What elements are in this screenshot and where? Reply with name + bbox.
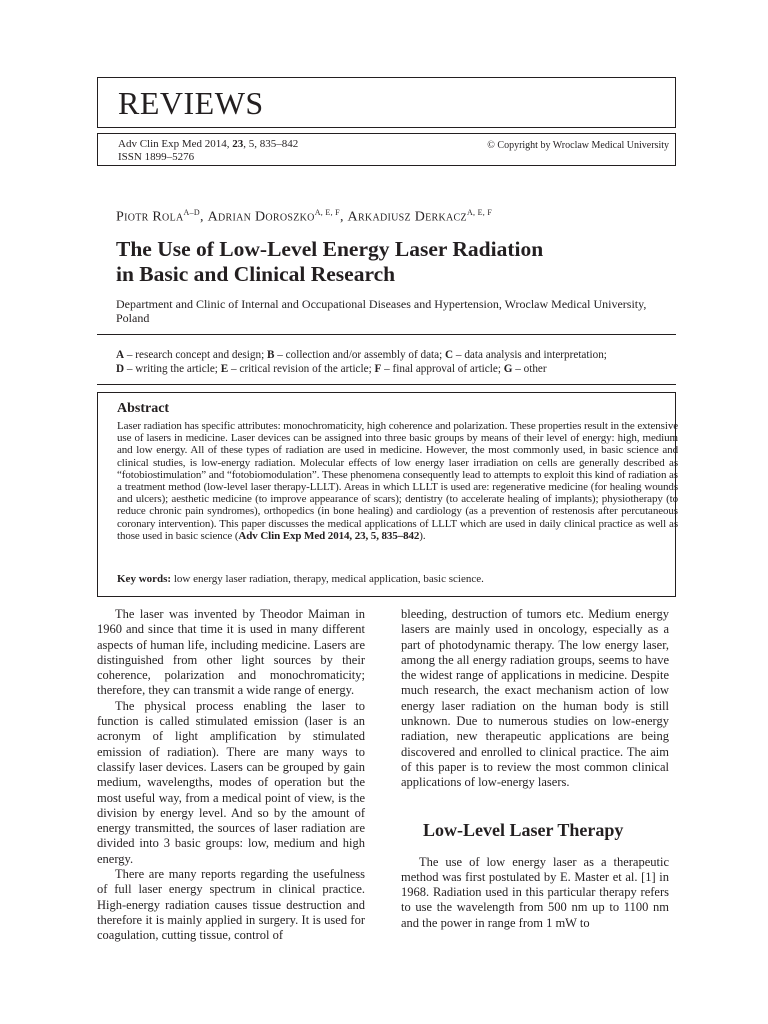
issn: ISSN 1899–5276 [118,151,195,163]
journal-citation: Adv Clin Exp Med 2014, 23, 5, 835–842 ISSN 1899–5276 [118,138,299,163]
abstract-text: Laser radiation has specific attributes: monochromaticity, high coherence and polarization. These properties result in the extensive use of lasers in medicine. Laser devices can be assigned into three basic groups by means of their level of energy: high, medium and low energy. All of these types of radiation are used in medicine. However, the most commonly used, in basic science and clinical studies, is low-energy radiation. Molecular effects of low energy laser irradiation on cells are generally described as “fotobiostimulation” and “fotobiomodulation”. These phenomena consequently lead to attempts to exploit this kind of radiation as a treatment method (low-level laser therapy-LLLT). Areas in which LLLT is used are: regenerative medicine (for healing wounds and ulcers); aesthetic medicine (to improve appearance of scars); dentistry (to accelerate healing of implants); physiotherapy (to reduce chronic pain syndromes), orthopedics (in bone healing) and cardiology (as a prevention of restenosis after percutaneous coronary intervention). This paper discusses the medical applications of LLLT which are used in daily clinical practice as well as those used in basic science (Adv Clin Exp Med 2014, 23, 5, 835–842). [117,420,678,542]
body-column-left [97,607,365,944]
copyright-notice: © Copyright by Wroclaw Medical University [487,140,669,151]
divider [97,334,676,335]
author-name: Piotr Rola [116,209,184,225]
author-name: Arkadiusz Derkacz [347,209,467,225]
affiliation: Department and Clinic of Internal and Occupational Diseases and Hypertension, Wroclaw Medical University, Poland [116,297,647,325]
abstract-box [97,392,676,597]
journal-meta-box [97,133,676,166]
article-title: The Use of Low-Level Energy Laser Radiation in Basic and Clinical Research [116,237,544,286]
body-paragraph: The physical process enabling the laser to function is called stimulated emission (laser is an acronym of light amplification by stimulated emission of radiation). There are many ways to classify laser devices. Lasers can be grouped by gain medium, wavelengths, modes of operation but the most useful way, from a medical point of view, is the division by energy level. And so by the amount of energy transmitted, the sources of laser radiation are divided into 3 basic groups: low, medium and high energy. [97,698,365,866]
contribution-legend: A – research concept and design; B – collection and/or assembly of data; C – data analysis and interpretation; D – writing the article; E – critical revision of the article; F – final approval of article; G – other [116,349,607,375]
body-paragraph: The use of low energy laser as a therapeutic method was first postulated by E. Master et al. [1] in 1968. Radiation used in this particular therapy refers to use the wavelength from 500 nm up to 1100 nm and the power in range from 1 mW to [401,854,669,930]
author-roles: A, E, F [466,208,493,217]
section-heading: Low-Level Laser Therapy [423,819,624,840]
author-name: Adrian Doroszko [207,209,315,225]
author-list: Piotr Rola$^{A-D}$, Adrian Doroszko$^{A, E, F}$, Arkadiusz Derkacz$^{A, E, F}$ [116,208,493,225]
author-roles: A, E, F [314,208,340,217]
keywords: Key words: low energy laser radiation, therapy, medical application, basic science. [117,573,484,585]
author-roles: A–D [183,208,200,217]
volume-number: 23 [232,138,244,150]
abstract-citation: Adv Clin Exp Med 2014, 23, 5, 835–842 [238,529,420,542]
section-title: REVIEWS [118,85,264,121]
body-paragraph: There are many reports regarding the usefulness of full laser energy spectrum in clinical practice. High-energy radiation causes tissue destruction and therefore it is mainly applied in surgery. It is used for coagulation, cutting tissue, control of [97,867,365,943]
abstract-heading: Abstract [117,401,170,416]
body-paragraph: The laser was invented by Theodor Maiman in 1960 and since that time it is used in many different aspects of human life, including medicine. Lasers are distinguished from other light sources by their coherence, polarization and monochromaticity; therefore, they can transmit a wide range of energy. [97,607,365,698]
section-header-box [97,77,676,128]
body-paragraph: bleeding, destruction of tumors etc. Medium energy lasers are mainly used in oncology, especially as a part of photodynamic therapy. The low energy laser, among the all energy radiation groups, seems to have the widest range of applications in medicine. Despite much research, the exact mechanism action of low energy laser radiation on the human body is still unknown. Due to numerous studies on low-energy radiation, new therapeutic applications are being discovered and enrolled to clinical practice. The aim of this paper is to review the most common clinical applications of low-energy lasers. [401,607,669,790]
divider [97,384,676,385]
body-column-right [401,607,669,931]
